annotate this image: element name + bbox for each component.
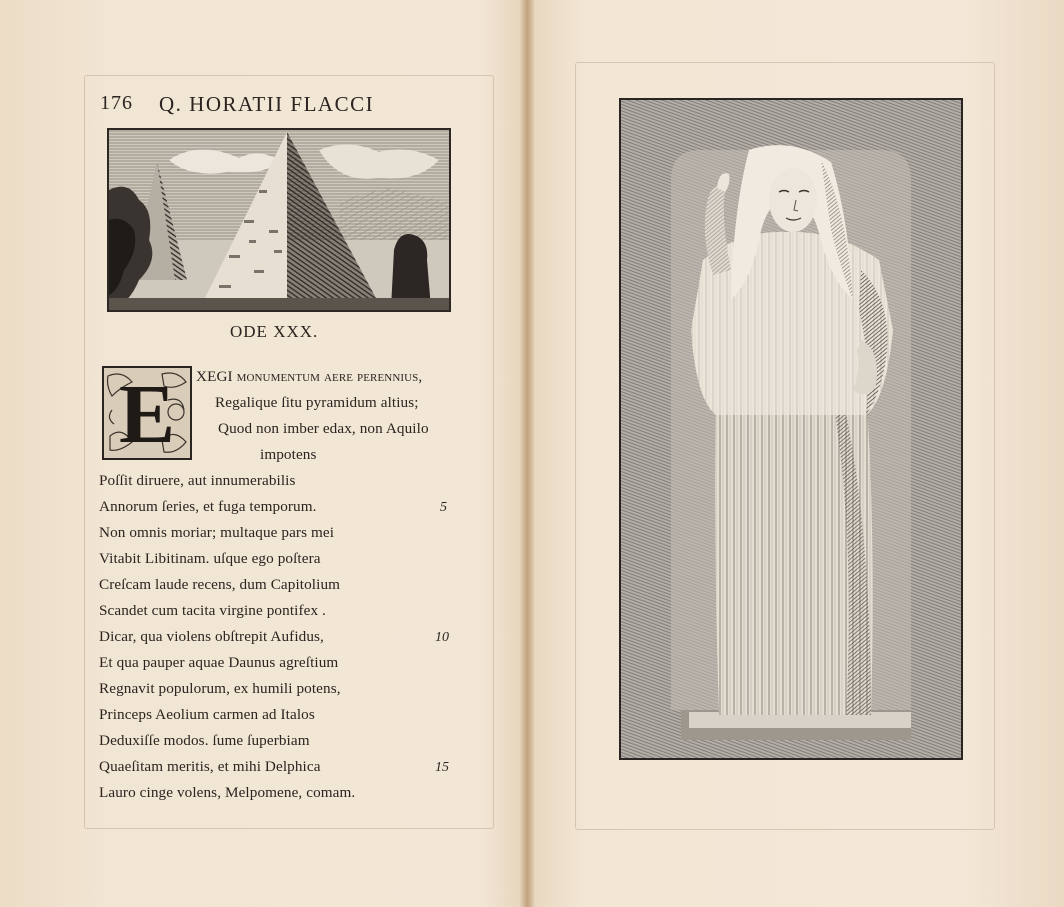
running-head bbox=[100, 92, 374, 117]
ode-line-1: XEGI monumentum aere perennius, bbox=[196, 368, 423, 385]
ode-line-4: Poſſit diruere, aut innumerabilis bbox=[99, 472, 296, 489]
ode-line-7: Vitabit Libitinam. uſque ego poſtera bbox=[99, 550, 321, 567]
line-number-5: 5 bbox=[440, 500, 447, 515]
vestal-statue-engraving-icon bbox=[621, 100, 961, 758]
ode-line-9: Scandet cum tacita virgine pontifex . bbox=[99, 602, 326, 619]
running-title: Q. HORATII FLACCI bbox=[159, 92, 375, 116]
ornamental-initial-icon bbox=[102, 366, 192, 460]
ode-line-6: Non omnis moriar; multaque pars mei bbox=[99, 524, 335, 541]
ode-line-2: Regalique ſitu pyramidum altius; bbox=[215, 394, 419, 411]
page-number: 176 bbox=[100, 92, 133, 114]
ode-line-11: Et qua pauper aquae Daunus agreſtium bbox=[99, 654, 339, 671]
svg-text:E: E bbox=[118, 368, 176, 460]
ode-title: ODE XXX. bbox=[230, 322, 319, 341]
pyramid-vignette bbox=[107, 128, 451, 312]
pyramid-engraving-icon bbox=[109, 130, 449, 310]
ode-line-5: Annorum ſeries, et fuga temporum. bbox=[99, 498, 317, 515]
ode-line-14: Deduxiſſe modos. ſume ſuperbiam bbox=[99, 732, 310, 749]
ode-line-3-cont: impotens bbox=[260, 446, 317, 463]
ode-line-12: Regnavit populorum, ex humili potens, bbox=[99, 680, 341, 697]
drop-initial bbox=[102, 366, 192, 460]
line-number-10: 10 bbox=[435, 630, 449, 645]
ode-line-10: Dicar, qua violens obſtrepit Aufidus, bbox=[99, 628, 324, 645]
line-number-15: 15 bbox=[435, 760, 449, 775]
ode-line-13: Princeps Aeolium carmen ad Italos bbox=[99, 706, 315, 723]
book-gutter bbox=[520, 0, 534, 907]
vestal-plate bbox=[619, 98, 963, 760]
ode-line-15: Quaeſitam meritis, et mihi Delphica bbox=[99, 758, 321, 775]
ode-line-16: Lauro cinge volens, Melpomene, comam. bbox=[99, 784, 356, 801]
ode-line-3: Quod non imber edax, non Aquilo bbox=[218, 420, 429, 437]
ode-line-8: Creſcam laude recens, dum Capitolium bbox=[99, 576, 341, 593]
